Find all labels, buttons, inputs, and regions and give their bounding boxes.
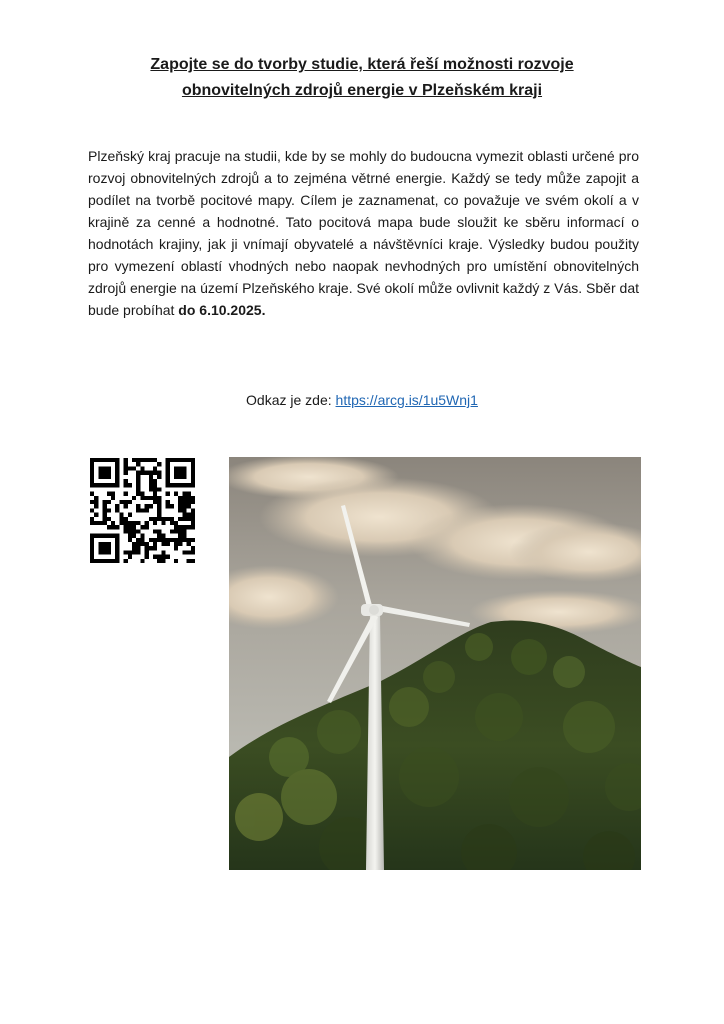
survey-link[interactable]: https://arcg.is/1u5Wnj1	[335, 392, 478, 408]
paragraph-text: Plzeňský kraj pracuje na studii, kde by se mohly do budoucna vymezit oblasti určené pro rozvoj obnovitelných zdrojů a to zejména větrné energie. Každý se tedy může zapojit a podílet na tvorbě pocitové mapy. Cílem je zaznamenat, co považuje ve svém okolí a v krajině za cenné a hodnotné. Tato pocitová mapa bude sloužit ke sběru informací o hodnotách krajiny, jak ji vnímají obyvatelé a návštěvníci kraje. Výsledky budou použity pro vymezení oblastí vhodných nebo naopak nevhodných pro umístění obnovitelných zdrojů energie na území Plzeňského kraje. Své okolí může ovlivnit každý z Vás. Sběr dat bude probíhat	[88, 148, 639, 318]
deadline-text: do 6.10.2025.	[178, 302, 266, 318]
document-title	[100, 52, 624, 104]
main-paragraph	[88, 145, 639, 321]
qr-code-icon[interactable]	[90, 458, 195, 563]
link-prefix: Odkaz je zde:	[246, 392, 336, 408]
title-line-2: obnovitelných zdrojů energie v Plzeňském kraji	[181, 82, 543, 99]
wind-turbine-photo	[229, 457, 641, 870]
link-line	[0, 389, 724, 411]
title-line-1: Zapojte se do tvorby studie, která řeší možnosti rozvoje	[150, 56, 574, 73]
